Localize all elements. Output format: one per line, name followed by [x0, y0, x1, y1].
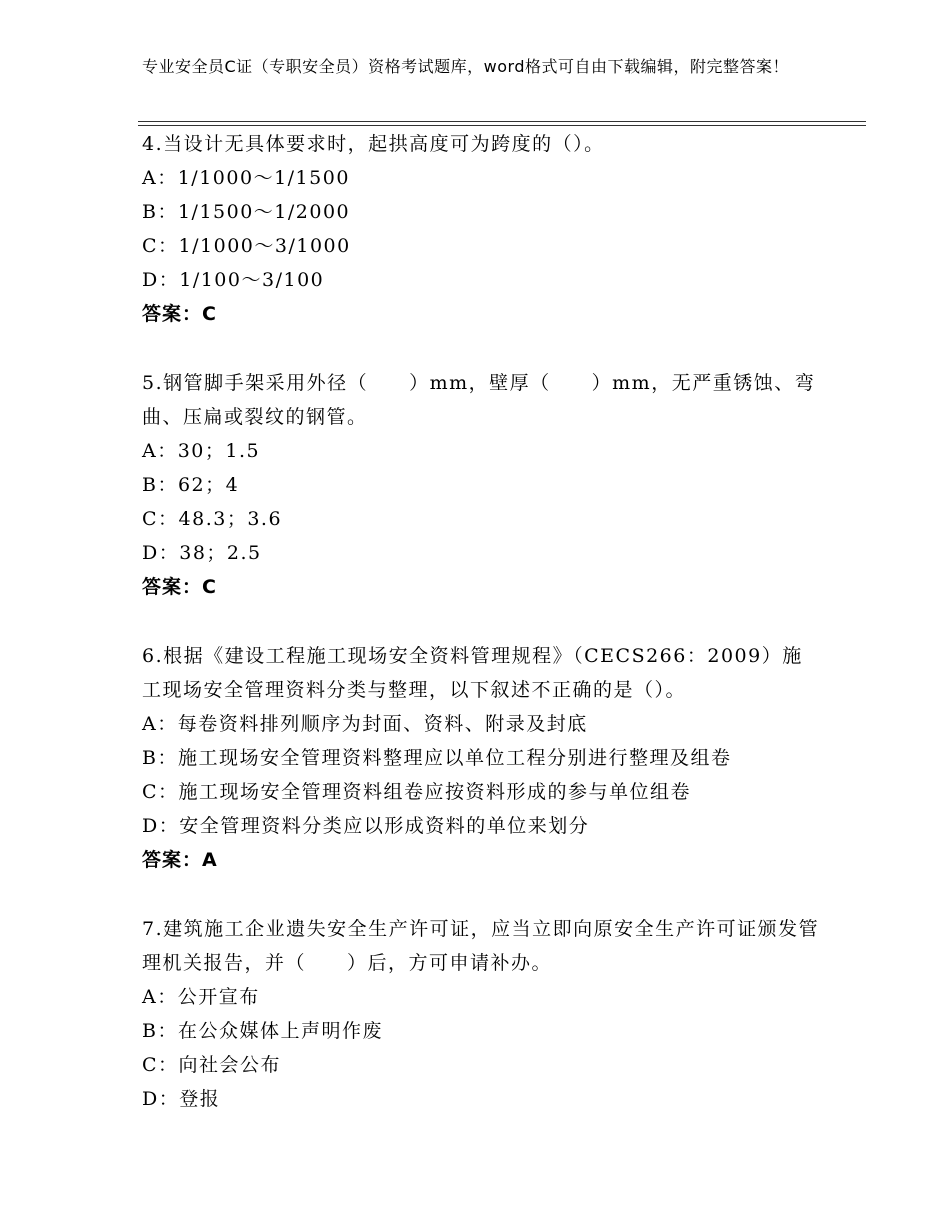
document-header: 专业安全员C证（专职安全员）资格考试题库，word格式可自由下载编辑，附完整答案！ [142, 57, 790, 76]
answer-label: 答案：C [142, 576, 217, 598]
question-stem: 4.当设计无具体要求时，起拱高度可为跨度的（）。 [142, 133, 605, 155]
header-divider-bottom [138, 125, 866, 126]
option-d: D：1/100～3/100 [142, 269, 325, 291]
option-a: A：每卷资料排列顺序为封面、资料、附录及封底 [142, 713, 588, 735]
question-6 [142, 639, 822, 877]
question-stem: 7.建筑施工企业遗失安全生产许可证，应当立即向原安全生产许可证颁发管理机关报告，并（ ）后，方可申请补办。 [142, 918, 820, 974]
option-c: C：向社会公布 [142, 1054, 282, 1076]
option-b: B：施工现场安全管理资料整理应以单位工程分别进行整理及组卷 [142, 747, 732, 769]
option-a: A：30；1.5 [142, 440, 261, 462]
question-stem: 5.钢管脚手架采用外径（ ）mm，壁厚（ ）mm，无严重锈蚀、弯曲、压扁或裂纹的钢管。 [142, 372, 816, 428]
option-c: C：施工现场安全管理资料组卷应按资料形成的参与单位组卷 [142, 781, 692, 803]
option-c: C：48.3；3.6 [142, 508, 283, 530]
option-b: B：1/1500～1/2000 [142, 201, 351, 223]
option-a: A：公开宣布 [142, 986, 260, 1008]
header-divider-top [138, 121, 866, 122]
question-5 [142, 366, 822, 604]
option-b: B：在公众媒体上声明作废 [142, 1020, 383, 1042]
option-d: D：38；2.5 [142, 542, 262, 564]
option-d: D：登报 [142, 1088, 221, 1110]
question-4 [142, 127, 822, 331]
answer-label: 答案：C [142, 303, 217, 325]
question-stem: 6.根据《建设工程施工现场安全资料管理规程》（CECS266：2009）施工现场安全管理资料分类与整理，以下叙述不正确的是（）。 [142, 645, 803, 701]
option-b: B：62；4 [142, 474, 240, 496]
option-d: D：安全管理资料分类应以形成资料的单位来划分 [142, 815, 590, 837]
question-7 [142, 912, 822, 1116]
question-list [142, 127, 822, 1116]
answer-label: 答案：A [142, 849, 218, 871]
option-c: C：1/1000～3/1000 [142, 235, 351, 257]
option-a: A：1/1000～1/1500 [142, 167, 350, 189]
